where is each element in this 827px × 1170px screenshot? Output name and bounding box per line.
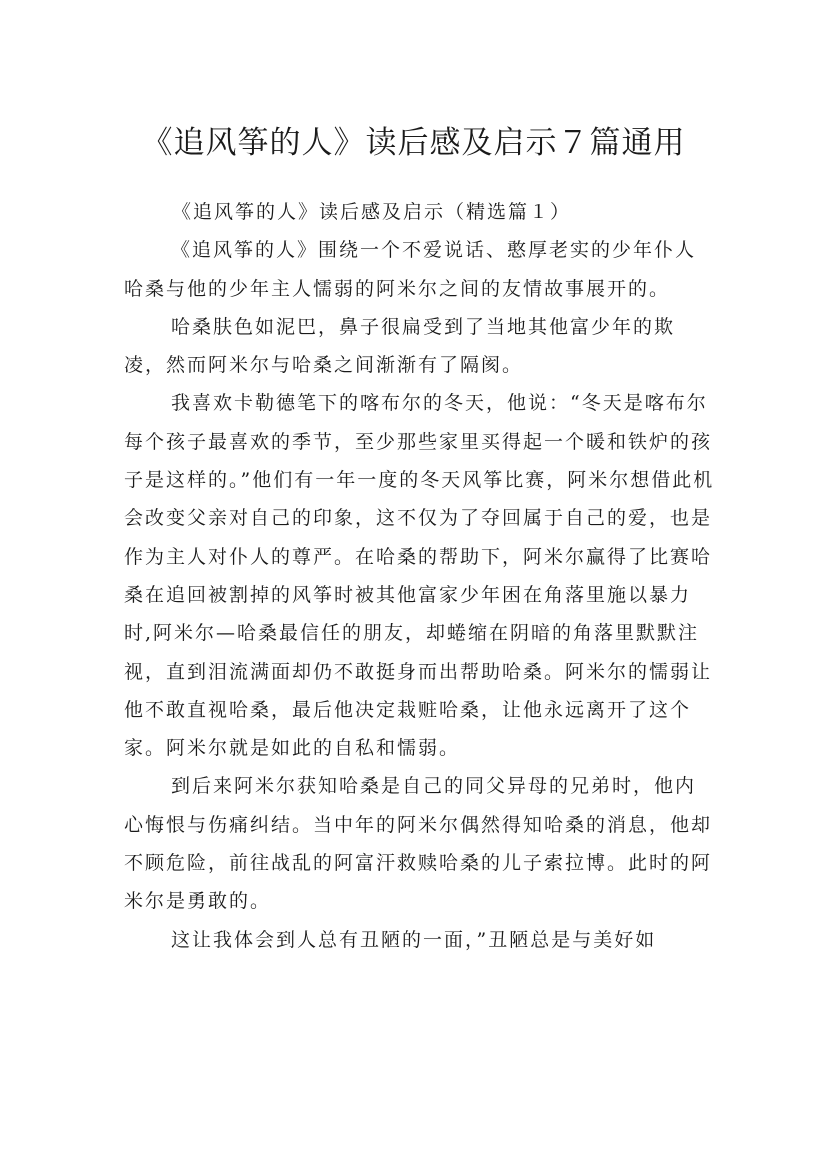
paragraph-4: 到后来阿米尔获知哈桑是自己的同父异母的兄弟时，他内心悔恨与伤痛纠结。当中年的阿米尔偶然得知哈桑的消息，他却不顾危险，前往战乱的阿富汗救赎哈桑的儿子索拉博。此时的阿米尔是勇敢的。 [124,775,713,913]
paragraph-1: 《追风筝的人》围绕一个不爱说话、憨厚老实的少年仆人哈桑与他的少年主人懦弱的阿米尔之间的友情故事展开的。 [124,239,697,300]
paragraph-2: 哈桑肤色如泥巴，鼻子很扁受到了当地其他富少年的欺凌，然而阿米尔与哈桑之间渐渐有了隔阂。 [124,315,676,377]
section-heading: 《追风筝的人》读后感及启示（精选篇１） [172,201,572,223]
paragraph-3: 我喜欢卡勒德笔下的喀布尔的冬天，他说：“冬天是喀布尔每个孩子最喜欢的季节，至少那些家里买得起一个暖和铁炉的孩子是这样的。”他们有一年一度的冬天风筝比赛，阿米尔想借此机会改变父亲对自己的印象，这不仅为了夺回属于自己的爱，也是作为主人对仆人的尊严。在哈桑的帮助下，阿米尔赢得了比赛哈桑在追回被割掉的风筝时被其他富家少年困在角落里施以暴力时,阿米尔—哈桑最信任的朋友，却蜷缩在阴暗的角落里默默注视，直到泪流满面却仍不敢挺身而出帮助哈桑。阿米尔的懦弱让他不敢直视哈桑，最后他决定栽赃哈桑，让他永远离开了这个家。阿米尔就是如此的自私和懦弱。 [124,392,715,760]
paragraph-5: 这让我体会到人总有丑陋的一面，”丑陋总是与美好如 [171,928,657,951]
document-title: 《追风筝的人》读后感及启示７篇通用 [141,124,686,161]
document-body [124,193,716,959]
